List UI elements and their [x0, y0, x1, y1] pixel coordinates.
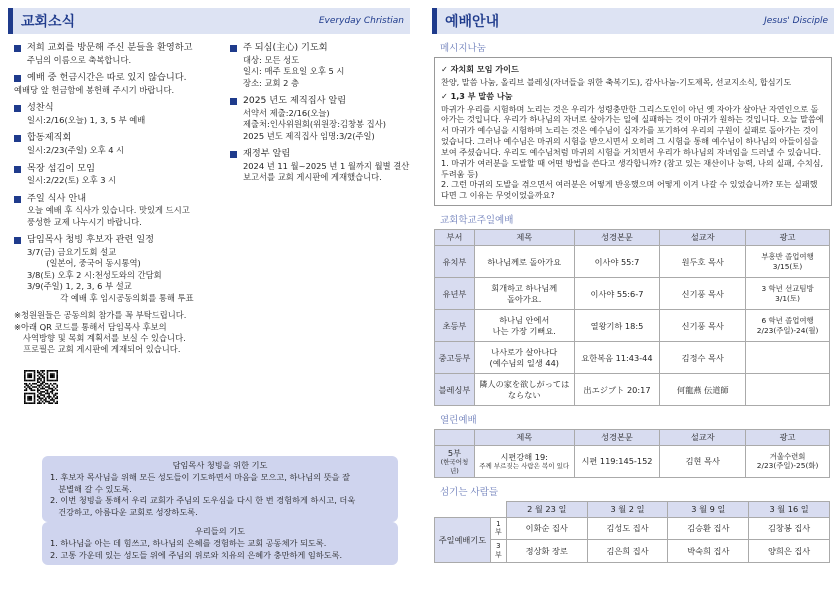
table-cell: 이사야 55:6-7 [574, 278, 660, 310]
news-item [230, 148, 410, 184]
notice-line: ※청원원들은 공동의회 참가를 꼭 부탁드립니다. [14, 310, 187, 321]
notice-line: 프로필은 교회 게시판에 게재되어 있습니다. [23, 344, 181, 355]
sermon-heading: ✓ 1,3 부 말씀 나눔 [441, 90, 513, 101]
news-item-title: 합동제직회 [27, 132, 72, 144]
news-item-line: 일시:2/23(주일) 오후 4 시 [27, 145, 125, 156]
news-item-line: 장소: 교회 2 층 [243, 77, 300, 88]
guide-heading: ✓ 자치회 모임 가이드 [441, 64, 519, 74]
table-header-cell [435, 501, 491, 517]
notice-line: 사역방향 및 목회 계획서를 보실 수 있습니다. [23, 332, 186, 343]
table-cell [746, 342, 830, 374]
table-cell: 이사야 55:7 [574, 246, 660, 278]
table-cell: 3부 [490, 540, 506, 563]
table-header-cell: 3 월 9 일 [668, 501, 749, 517]
sermon-text: 마귀가 우리를 시험하며 노리는 것은 우리가 성령충만한 그리스도인이 아닌 옛 자아가 살아난 자연인으로 돌아가는 것입니다. 우리가 하나님의 자녀로 살아가는 일에 실패하는 것이 마귀가 원하는 것입니다. 오늘 말씀에서 마귀가 예수님을 시험하며 노리는 것은 예수님이 십자가를 포기하여 우리의 구원이 실패로 돌아가는 것이었습니다. 그러나 예수님은 마귀의 시험을 받으시면서 오히려 그 시험을 통해 예수님이 하나님의 아들이심을 보여 주셨습니다. 우리도 예수님처럼 마귀의 시험을 거치면서 우리가 하나님의 자녀임을 드러낼 수 있습니다. [441, 103, 824, 157]
news-item-heading [14, 163, 220, 176]
table-row [435, 517, 830, 540]
table-cell: 박숙희 집사 [668, 540, 749, 563]
news-item [14, 234, 220, 304]
table-cell: 김성도 집사 [587, 517, 668, 540]
news-item-line: 보고서를 교회 게시판에 게재했습니다. [243, 172, 382, 183]
qr-code-icon [24, 370, 58, 404]
left-header [8, 8, 410, 34]
table-header-cell: 3 월 16 일 [749, 501, 830, 517]
bullet-square-icon [14, 75, 21, 82]
school-table [434, 229, 830, 406]
table-cell: 하나님 안에서 나는 가장 기뻐요. [474, 310, 574, 342]
table-cell: 양희은 집사 [749, 540, 830, 563]
news-item-title: 담임목사 청빙 후보자 관련 일정 [27, 234, 155, 246]
table-cell: 隣人の家を欲しがってはならない [474, 374, 574, 406]
dept-sub: (한국어청년) [440, 458, 469, 475]
table-cell: 김정수 목사 [660, 342, 746, 374]
right-page [432, 8, 834, 588]
serve-section-title: 섬기는 사람들 [440, 486, 499, 498]
guide-text: 찬양, 말씀 나눔, 올리브 블레싱(자녀들을 위한 축복기도), 감사나눔-기도제목, 선교지소식, 합심기도 [441, 76, 792, 87]
notice-line: ※아래 QR 코드를 통해서 담임목사 후보의 [14, 321, 167, 332]
news-item-line: 3/8(토) 오후 2 시:천성도와의 간담회 [27, 269, 162, 280]
news-item [14, 163, 220, 187]
table-cell: 何龍燕 伝道師 [660, 374, 746, 406]
message-section-title: 메시지나눔 [440, 43, 486, 54]
table-header-cell: 성경본문 [574, 430, 660, 446]
table-cell: 시편 119:145-152 [574, 446, 660, 478]
news-item-line: 2024 년 11 월~2025 년 1 월까지 월별 결산 [243, 160, 410, 171]
table-header-cell [435, 430, 475, 446]
table-row [435, 278, 830, 310]
news-item-line: 서약서 제출:2/16(오늘) [243, 107, 330, 118]
news-item-heading [14, 234, 220, 247]
bullet-square-icon [230, 98, 237, 105]
table-row [435, 342, 830, 374]
news-item-line: 2025 년도 제직집사 임명:3/2(주일) [243, 130, 375, 141]
table-row [435, 446, 830, 478]
serve-label: 주일예배기도 [435, 517, 491, 562]
table-header-row [435, 501, 830, 517]
bullet-square-icon [230, 151, 237, 158]
prayer-line: 분별해 갈 수 있도록. [50, 483, 132, 494]
table-row [435, 540, 830, 563]
prayer-line: 1. 하나님을 아는 데 힘쓰고, 하나님의 은혜를 경험하는 교회 공동체가 되도록. [50, 538, 327, 549]
news-item [14, 132, 220, 156]
bullet-square-icon [14, 135, 21, 142]
news-item-heading [14, 132, 220, 145]
news-item [230, 42, 410, 89]
open-title-sub: 주께 부르짖는 사람은 복이 있다 [479, 462, 570, 471]
news-item-title: 성찬식 [27, 102, 54, 114]
table-cell: 김은희 집사 [587, 540, 668, 563]
serve-table [434, 501, 830, 563]
table-cell: 블레싱부 [435, 374, 475, 406]
message-box [434, 57, 832, 206]
news-item-heading [14, 72, 220, 85]
bullet-square-icon [14, 105, 21, 112]
news-item-line: 3/7(금) 금요기도회 설교 [27, 246, 117, 257]
table-row [435, 310, 830, 342]
news-item-heading [14, 193, 220, 206]
table-cell: 중고등부 [435, 342, 475, 374]
news-item-heading [14, 102, 220, 115]
table-cell: 열왕기하 18:5 [574, 310, 660, 342]
news-item-title: 주일 식사 안내 [27, 192, 87, 204]
table-cell: 出エジプト 20:17 [574, 374, 660, 406]
table-header-cell [490, 501, 506, 517]
table-cell [435, 446, 475, 478]
question-2: 2. 그런 마귀의 도발을 겪으면서 여러분은 어떻게 반응했으며 어떻게 이겨 나갈 수 있었습니까? 또는 실패했다면 그 이유는 무엇이었을까요? [441, 179, 818, 201]
news-item-line: 각 예배 후 임시공동의회를 통해 투표 [27, 292, 194, 303]
right-title: 예배안내 [445, 14, 500, 30]
news-item-heading [230, 42, 410, 55]
prayer-title: 우리들의 기도 [194, 526, 246, 536]
table-header-cell: 설교자 [660, 430, 746, 446]
table-cell: 원두호 목사 [660, 246, 746, 278]
table-cell: 3 학년 선교팀방 3/1(토) [746, 278, 830, 310]
table-cell: 김현 목사 [660, 446, 746, 478]
table-header-row [435, 230, 830, 246]
table-cell [474, 446, 574, 478]
table-cell [746, 374, 830, 406]
table-cell: 이화순 집사 [506, 517, 587, 540]
prayer-box-pastor [42, 456, 398, 522]
table-header-cell: 광고 [746, 230, 830, 246]
table-cell: 신기풍 목사 [660, 278, 746, 310]
news-item-heading [230, 148, 410, 161]
table-cell: 김승환 집사 [668, 517, 749, 540]
table-cell: 하나님께로 돌아가요 [474, 246, 574, 278]
prayer-line: 2. 이번 청빙을 통해서 우리 교회가 주님의 도우심을 다시 한 번 경험하게 하시고, 더욱 [50, 495, 356, 506]
left-title: 교회소식 [21, 14, 76, 30]
table-header-cell: 설교자 [660, 230, 746, 246]
table-header-cell: 제목 [474, 230, 574, 246]
left-page [8, 8, 410, 588]
news-item [14, 193, 220, 229]
bullet-square-icon [14, 166, 21, 173]
news-item-heading [14, 42, 220, 55]
news-item-line: 일시:2/16(오늘) 1, 3, 5 부 예배 [27, 114, 146, 125]
news-column-a [8, 42, 220, 404]
left-subtitle: Everyday Christian [318, 16, 404, 26]
news-item-line: 풍성한 교제 나누시기 바랍니다. [27, 216, 142, 227]
school-section-title: 교회학교주일예배 [440, 215, 514, 227]
notice-block [14, 310, 220, 356]
news-item-title: 예배 중 헌금시간은 따로 있지 않습니다. [27, 72, 187, 84]
news-item-line: 예배당 앞 헌금함에 봉헌해 주시기 바랍니다. [14, 84, 175, 95]
table-cell: 6 학년 졸업여행 2/23(주일)-24(월) [746, 310, 830, 342]
question-1: 1. 마귀가 여러분을 도발할 때 어떤 방법을 쓴다고 생각합니까? (참고 있는 재산이나 능력, 나의 실패, 수치심, 두려움 등) [441, 157, 824, 179]
prayer-line: 건강하고, 아름다운 교회로 성장하도록. [50, 506, 198, 517]
prayer-line: 1. 후보자 목사님을 위해 모든 성도들이 기도하면서 마음을 모으고, 하나님의 뜻을 잘 [50, 472, 351, 483]
news-item-title: 재정부 알림 [243, 148, 291, 159]
news-item [230, 95, 410, 142]
news-item-title: 2025 년도 제직집사 알림 [243, 95, 347, 106]
table-cell: 나사로가 살아나다 (예수님의 일생 44) [474, 342, 574, 374]
bullet-square-icon [14, 45, 21, 52]
bullet-square-icon [230, 45, 237, 52]
news-column-b [220, 42, 410, 404]
news-item-title: 목장 섬김이 모임 [27, 162, 95, 174]
table-cell: 1부 [490, 517, 506, 540]
news-item-line: 일시: 매주 토요일 오후 5 시 [243, 66, 345, 77]
prayer-title: 담임목사 청빙을 위한 기도 [172, 460, 268, 470]
news-item-heading [230, 95, 410, 108]
dept-label: 5부 [447, 448, 461, 459]
prayer-line: 2. 고통 가운데 있는 성도들 위에 주님의 위로와 치유의 은혜가 충만하게 임하도록. [50, 549, 343, 560]
news-item-title: 저희 교회를 방문해 주신 분들을 환영하고 [27, 42, 193, 53]
table-header-cell: 제목 [474, 430, 574, 446]
news-item-line: 주님의 이름으로 축복합니다. [27, 54, 132, 65]
prayer-box-ours [42, 522, 398, 565]
open-section-title: 열린예배 [440, 415, 477, 427]
table-header-cell: 광고 [746, 430, 830, 446]
news-item-line: 대상: 모든 성도 [243, 54, 300, 65]
table-cell: 신기풍 목사 [660, 310, 746, 342]
news-item [14, 102, 220, 126]
news-item [14, 42, 220, 66]
table-row [435, 374, 830, 406]
bullet-square-icon [14, 237, 21, 244]
open-worship-table [434, 429, 830, 478]
table-cell: 정상화 장로 [506, 540, 587, 563]
table-cell: 겨울수련회 2/23(주일)-25(화) [746, 446, 830, 478]
news-item-line: 일시:2/22(토) 오후 3 시 [27, 175, 117, 186]
table-cell: 요한복음 11:43-44 [574, 342, 660, 374]
table-header-cell: 3 월 2 일 [587, 501, 668, 517]
news-item-line: 3/9(주일) 1, 2, 3, 6 부 설교 [27, 281, 132, 292]
news-item-line: 제출처:인사위원회(위원장:김창봉 집사) [243, 119, 386, 130]
table-header-cell: 2 월 23 일 [506, 501, 587, 517]
open-title: 시편강해 19: [500, 452, 548, 463]
table-cell: 김창봉 집사 [749, 517, 830, 540]
table-header-row [435, 430, 830, 446]
table-cell: 초등부 [435, 310, 475, 342]
table-row [435, 246, 830, 278]
right-subtitle: Jesus' Disciple [764, 16, 828, 26]
news-item [14, 72, 220, 96]
news-item-line: 오늘 예배 후 식사가 있습니다. 맛있게 드시고 [27, 205, 190, 216]
table-header-cell: 부서 [435, 230, 475, 246]
table-cell: 회개하고 하나님께 돌아가요. [474, 278, 574, 310]
bullet-square-icon [14, 196, 21, 203]
table-cell: 유치부 [435, 246, 475, 278]
news-item-line: (일본어, 중국어 동시통역) [27, 258, 141, 269]
table-cell: 부흥반 졸업여행 3/15(토) [746, 246, 830, 278]
table-header-cell: 성경본문 [574, 230, 660, 246]
table-cell: 유년부 [435, 278, 475, 310]
news-item-title: 주 되심(主心) 기도회 [243, 42, 328, 53]
right-header [432, 8, 834, 34]
